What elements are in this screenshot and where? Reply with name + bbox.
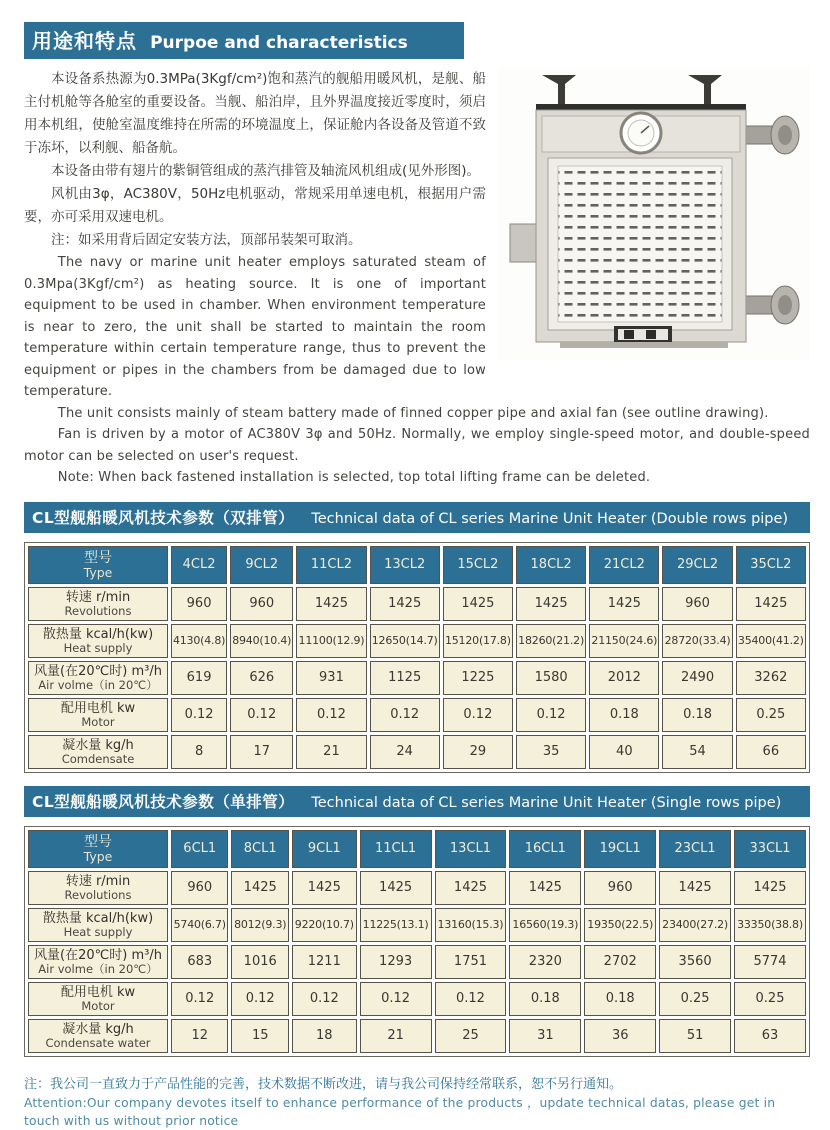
- table-1-title-cn: CL型舰船暖风机技术参数（双排管）: [32, 508, 295, 527]
- row-label-cell: 风量(在20℃时) m³/h Air volme（in 20℃）: [28, 661, 168, 695]
- value-cell: 15: [231, 1019, 288, 1053]
- value-cell: 0.25: [734, 982, 806, 1016]
- footer-note-en: Attention:Our company devotes itself to enhance performance of the products ，update technical datas, please get in touch with us without prior notice: [24, 1095, 776, 1128]
- value-cell: 1425: [734, 871, 806, 905]
- value-cell: 0.12: [171, 982, 228, 1016]
- value-cell: 0.12: [296, 698, 366, 732]
- intro-section: [24, 68, 810, 489]
- intro-paragraph-en-1: The navy or marine unit heater employs saturated steam of 0.3Mpa(3Kgf/cm²) as heating source. It is one of important equipment to be used in chamber. When environment temperature is near to zero, the unit shall be started to maintain the room temperature within certain temperature range, thus to prevent the equipment or pipes in the chambers from be damaged due to low temperature.: [24, 255, 486, 399]
- value-cell: 1016: [231, 945, 288, 979]
- value-cell: 18: [292, 1019, 357, 1053]
- row-label-cell: 凝水量 kg/h Condensate water: [28, 1019, 168, 1053]
- value-cell: 25: [435, 1019, 507, 1053]
- unit-heater-illustration: [498, 68, 810, 360]
- spec-table-single-rows: [25, 827, 809, 1056]
- page-title: [24, 22, 464, 59]
- table-row: [28, 624, 806, 658]
- value-cell: 35400(41.2): [736, 624, 806, 658]
- value-cell: 21150(24.6): [589, 624, 659, 658]
- value-cell: 960: [230, 587, 293, 621]
- value-cell: 0.18: [584, 982, 656, 1016]
- value-cell: 1425: [736, 587, 806, 621]
- value-cell: 33350(38.8): [734, 908, 806, 942]
- model-header-cell: 21CL2: [589, 546, 659, 584]
- value-cell: 8: [171, 735, 227, 769]
- value-cell: 36: [584, 1019, 656, 1053]
- intro-paragraph-en-2: The unit consists mainly of steam battery made of finned copper pipe and axial fan (see outline drawing).: [57, 405, 769, 421]
- value-cell: 0.12: [230, 698, 293, 732]
- footer-note: [24, 1075, 810, 1130]
- row-label-cell: 散热量 kcal/h(kw) Heat supply: [28, 624, 168, 658]
- row-label-cell: 散热量 kcal/h(kw) Heat supply: [28, 908, 168, 942]
- value-cell: 11100(12.9): [296, 624, 366, 658]
- model-header-cell: 13CL1: [435, 830, 507, 868]
- model-header-cell: 9CL1: [292, 830, 357, 868]
- model-header-cell: 15CL2: [443, 546, 513, 584]
- value-cell: 66: [736, 735, 806, 769]
- value-cell: 16560(19.3): [509, 908, 581, 942]
- table-row: [28, 735, 806, 769]
- value-cell: 51: [659, 1019, 731, 1053]
- type-label-cn: 型号: [84, 549, 112, 566]
- value-cell: 28720(33.4): [662, 624, 732, 658]
- value-cell: 0.12: [443, 698, 513, 732]
- model-header-cell: 6CL1: [171, 830, 228, 868]
- model-header-cell: 11CL1: [360, 830, 432, 868]
- intro-paragraph-en-4: Note: When back fastened installation is selected, top total lifting frame can be deleted.: [57, 470, 651, 485]
- table-2-wrapper: [24, 826, 810, 1057]
- value-cell: 960: [171, 587, 227, 621]
- value-cell: 1425: [509, 871, 581, 905]
- table-row: [28, 908, 806, 942]
- value-cell: 40: [589, 735, 659, 769]
- mounting-bracket-right-icon: [688, 75, 722, 108]
- value-cell: 21: [360, 1019, 432, 1053]
- value-cell: 2012: [589, 661, 659, 695]
- value-cell: 54: [662, 735, 732, 769]
- model-header-cell: 35CL2: [736, 546, 806, 584]
- cabinet-base-shadow: [560, 342, 728, 348]
- value-cell: 12: [171, 1019, 228, 1053]
- value-cell: 4130(4.8): [171, 624, 227, 658]
- type-header-cell: [28, 546, 168, 584]
- table-row: [28, 982, 806, 1016]
- value-cell: 5774: [734, 945, 806, 979]
- value-cell: 8940(10.4): [230, 624, 293, 658]
- value-cell: 2320: [509, 945, 581, 979]
- value-cell: 0.18: [662, 698, 732, 732]
- pressure-gauge-icon: [621, 113, 661, 153]
- value-cell: 2702: [584, 945, 656, 979]
- value-cell: 1225: [443, 661, 513, 695]
- intro-paragraph-cn-2: 本设备由带有翅片的紫铜管组成的蒸汽排管及轴流风机组成(见外形图)。: [51, 163, 481, 179]
- value-cell: 0.25: [736, 698, 806, 732]
- value-cell: 0.12: [292, 982, 357, 1016]
- table-1-wrapper: [24, 542, 810, 773]
- page-title-cn: 用途和特点: [32, 29, 137, 53]
- value-cell: 1751: [435, 945, 507, 979]
- value-cell: 1211: [292, 945, 357, 979]
- row-label-cell: 配用电机 kw Motor: [28, 982, 168, 1016]
- value-cell: 3262: [736, 661, 806, 695]
- type-label-en: Type: [83, 848, 113, 864]
- value-cell: 63: [734, 1019, 806, 1053]
- condensate-outlet-flange-icon: [744, 286, 799, 324]
- type-label-cn: 型号: [84, 833, 112, 850]
- value-cell: 29: [443, 735, 513, 769]
- row-label-cell: 凝水量 kg/h Comdensate: [28, 735, 168, 769]
- value-cell: 0.12: [435, 982, 507, 1016]
- value-cell: 1425: [516, 587, 586, 621]
- value-cell: 35: [516, 735, 586, 769]
- table-row: [28, 587, 806, 621]
- table-row: [28, 945, 806, 979]
- value-cell: 1125: [370, 661, 440, 695]
- model-header-cell: 4CL2: [171, 546, 227, 584]
- intro-paragraph-cn-3: 风机由3φ，AC380V，50Hz电机驱动，常规采用单速电机，根据用户需要，亦可采用双速电机。: [24, 186, 486, 225]
- mounting-bracket-left-icon: [542, 75, 576, 108]
- value-cell: 1425: [370, 587, 440, 621]
- grille-icon: [558, 166, 722, 322]
- table-1-title-en: Technical data of CL series Marine Unit Heater (Double rows pipe): [311, 510, 789, 527]
- value-cell: 960: [584, 871, 656, 905]
- model-header-cell: 18CL2: [516, 546, 586, 584]
- value-cell: 960: [662, 587, 732, 621]
- value-cell: 31: [509, 1019, 581, 1053]
- model-header-cell: 23CL1: [659, 830, 731, 868]
- value-cell: 0.25: [659, 982, 731, 1016]
- type-label-en: Type: [83, 564, 113, 580]
- model-header-cell: 11CL2: [296, 546, 366, 584]
- model-header-cell: 16CL1: [509, 830, 581, 868]
- model-header-cell: 9CL2: [230, 546, 293, 584]
- value-cell: 1425: [292, 871, 357, 905]
- value-cell: 12650(14.7): [370, 624, 440, 658]
- value-cell: 0.12: [370, 698, 440, 732]
- table-row: [28, 830, 806, 868]
- type-header-cell: [28, 830, 168, 868]
- value-cell: 18260(21.2): [516, 624, 586, 658]
- value-cell: 1425: [443, 587, 513, 621]
- value-cell: 21: [296, 735, 366, 769]
- spec-table-double-rows: [25, 543, 809, 772]
- value-cell: 960: [171, 871, 228, 905]
- value-cell: 1425: [360, 871, 432, 905]
- intro-paragraph-cn-1: 本设备系热源为0.3MPa(3Kgf/cm²)饱和蒸汽的舰船用暖风机，是舰、船主付机舱等各舱室的重要设备。当舰、船泊岸，且外界温度接近零度时，须启用本机组，使舱室温度维持在所需的环境温度上，保证舱内各设备及管道不致于冻坏，以利舰、船备航。: [24, 71, 486, 156]
- value-cell: 13160(15.3): [435, 908, 507, 942]
- value-cell: 23400(27.2): [659, 908, 731, 942]
- value-cell: 0.12: [360, 982, 432, 1016]
- model-header-cell: 29CL2: [662, 546, 732, 584]
- row-label-cell: 风量(在20℃时) m³/h Air volme（in 20℃）: [28, 945, 168, 979]
- model-header-cell: 33CL1: [734, 830, 806, 868]
- value-cell: 1425: [589, 587, 659, 621]
- intro-paragraph-en-3: Fan is driven by a motor of AC380V 3φ and 50Hz. Normally, we employ single-speed motor, and double-speed motor can be selected on user's request.: [24, 427, 810, 464]
- value-cell: 1580: [516, 661, 586, 695]
- value-cell: 0.12: [231, 982, 288, 1016]
- row-label-cell: 转速 r/min Revolutions: [28, 871, 168, 905]
- value-cell: 8012(9.3): [231, 908, 288, 942]
- value-cell: 11225(13.1): [360, 908, 432, 942]
- table-row: [28, 546, 806, 584]
- row-label-cell: 转速 r/min Revolutions: [28, 587, 168, 621]
- value-cell: 0.12: [171, 698, 227, 732]
- model-header-cell: 8CL1: [231, 830, 288, 868]
- value-cell: 24: [370, 735, 440, 769]
- value-cell: 0.12: [516, 698, 586, 732]
- value-cell: 5740(6.7): [171, 908, 228, 942]
- value-cell: 1293: [360, 945, 432, 979]
- value-cell: 1425: [231, 871, 288, 905]
- page-title-en: Purpoe and characteristics: [150, 33, 408, 53]
- value-cell: 626: [230, 661, 293, 695]
- model-header-cell: 13CL2: [370, 546, 440, 584]
- marine-unit-heater-photo: [498, 68, 810, 360]
- table-row: [28, 1019, 806, 1053]
- steam-inlet-flange-icon: [744, 116, 799, 154]
- value-cell: 15120(17.8): [443, 624, 513, 658]
- value-cell: 931: [296, 661, 366, 695]
- table-1-title: [24, 502, 810, 533]
- model-header-cell: 19CL1: [584, 830, 656, 868]
- table-2-title-cn: CL型舰船暖风机技术参数（单排管）: [32, 792, 295, 811]
- value-cell: 2490: [662, 661, 732, 695]
- value-cell: 0.18: [509, 982, 581, 1016]
- table-2-title-en: Technical data of CL series Marine Unit Heater (Single rows pipe): [311, 794, 782, 811]
- value-cell: 1425: [435, 871, 507, 905]
- footer-note-cn: 注：我公司一直致力于产品性能的完善，技术数据不断改进，请与我公司保持经常联系，恕不另行通知。: [24, 1076, 623, 1092]
- value-cell: 17: [230, 735, 293, 769]
- table-row: [28, 661, 806, 695]
- value-cell: 3560: [659, 945, 731, 979]
- intro-paragraph-cn-4: 注：如采用背后固定安装方法，顶部吊装架可取消。: [51, 232, 362, 248]
- value-cell: 619: [171, 661, 227, 695]
- table-2-title: [24, 786, 810, 817]
- value-cell: 9220(10.7): [292, 908, 357, 942]
- value-cell: 19350(22.5): [584, 908, 656, 942]
- table-row: [28, 871, 806, 905]
- value-cell: 1425: [659, 871, 731, 905]
- value-cell: 0.18: [589, 698, 659, 732]
- value-cell: 1425: [296, 587, 366, 621]
- value-cell: 683: [171, 945, 228, 979]
- row-label-cell: 配用电机 kw Motor: [28, 698, 168, 732]
- table-row: [28, 698, 806, 732]
- junction-box-icon: [510, 224, 536, 262]
